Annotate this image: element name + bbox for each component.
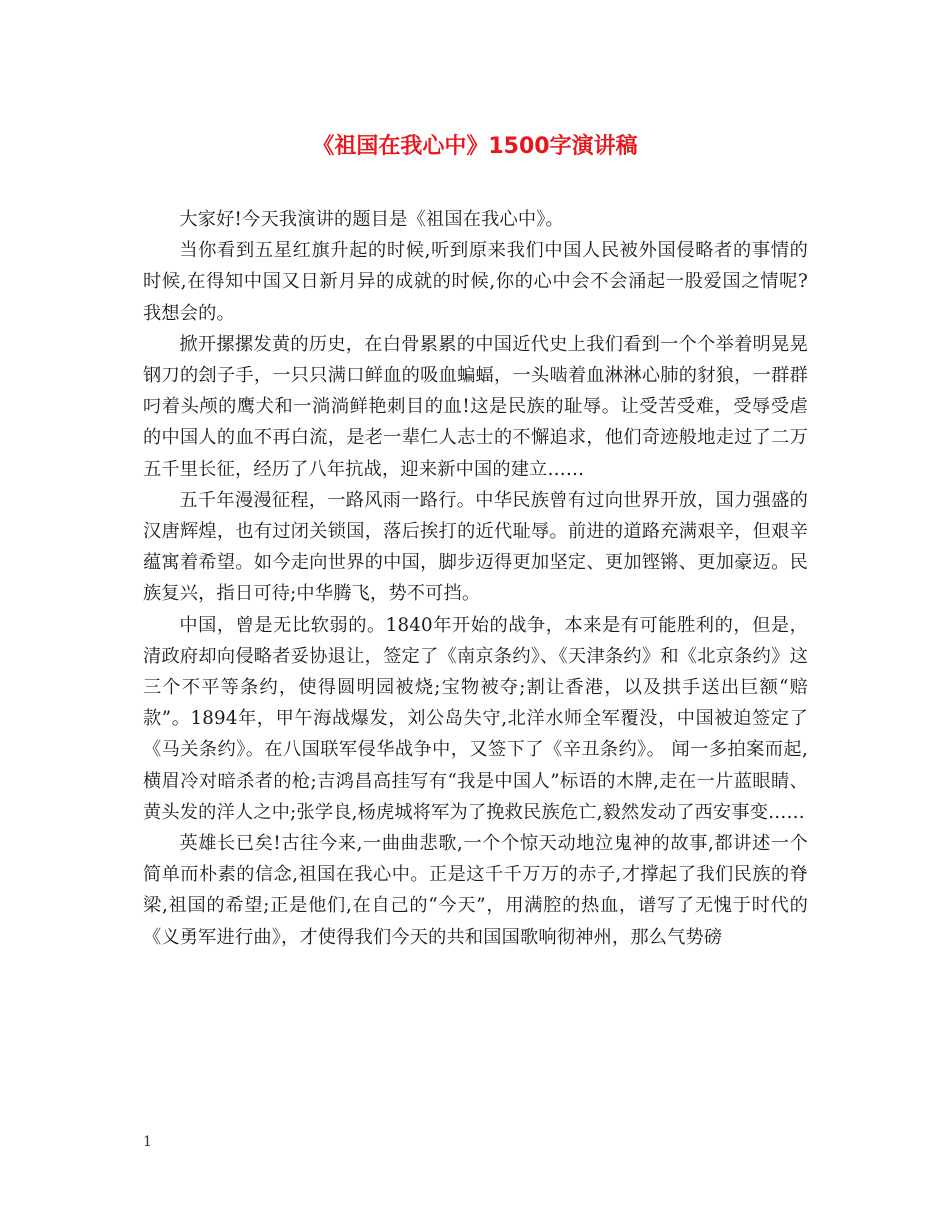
paragraph-journey: 五千年漫漫征程，一路风雨一路行。中华民族曾有过向世界开放，国力强盛的汉唐辉煌，也有过闭关锁国，落后挨打的近代耻辱。前进的道路充满艰辛，但艰辛蕴寓着希望。如今走向世界的中国，脚步迈得更加坚定、更加铿锵、更加豪迈。民族复兴，指日可待;中华腾飞，势不可挡。 xyxy=(143,489,808,605)
document-title: 《祖国在我心中》1500字演讲稿 xyxy=(312,134,638,159)
page-number: 1 xyxy=(143,1134,152,1150)
paragraph-treaties: 中国，曾是无比软弱的。1840年开始的战争，本来是有可能胜利的，但是，清政府却向侵略者妥协退让，签定了《南京条约》、《天津条约》和《北京条约》这三个不平等条约，使得圆明园被烧;宝物被夺;割让香港，以及拱手送出巨额“赔款”。1894年，甲午海战爆发，刘公岛失守,北洋水师全军覆没，中国被迫签定了《马关条约》。在八国联军侵华战争中，又签下了《辛丑条约》。 闻一多拍案而起,横眉冷对暗杀者的枪;吉鸿昌高挂写有“我是中国人”标语的木牌,走在一片蓝眼睛、黄头发的洋人之中;张学良,杨虎城将军为了挽救民族危亡,毅然发动了西安事变…… xyxy=(143,614,808,823)
paragraph-history: 掀开摞摞发黄的历史，在白骨累累的中国近代史上我们看到一个个举着明晃晃钢刀的刽子手，一只只满口鲜血的吸血蝙蝠，一头啮着血淋淋心肺的豺狼，一群群叼着头颅的鹰犬和一淌淌鲜艳刺目的血!这是民族的耻辱。让受苦受难，受辱受虐的中国人的血不再白流，是老一辈仁人志士的不懈追求，他们奇迹般地走过了二万五千里长征，经历了八年抗战，迎来新中国的建立…… xyxy=(143,333,808,480)
paragraph-greeting: 大家好!今天我演讲的题目是《祖国在我心中》。 xyxy=(179,209,564,230)
paragraph-flag: 当你看到五星红旗升起的时候,听到原来我们中国人民被外国侵略者的事情的时候,在得知中国又日新月异的成就的时候,你的心中会不会涌起一股爱国之情呢?我想会的。 xyxy=(143,240,808,324)
paragraph-heroes: 英雄长已矣!古往今来,一曲曲悲歌,一个个惊天动地泣鬼神的故事,都讲述一个简单而朴素的信念,祖国在我心中。正是这千千万万的赤子,才撑起了我们民族的脊梁,祖国的希望;正是他们,在自己的“今天”，用满腔的热血，谱写了无愧于时代的《义勇军进行曲》，才使得我们今天的共和国国歌响彻神州，那么气势磅 xyxy=(143,833,808,948)
document-body xyxy=(143,204,808,953)
